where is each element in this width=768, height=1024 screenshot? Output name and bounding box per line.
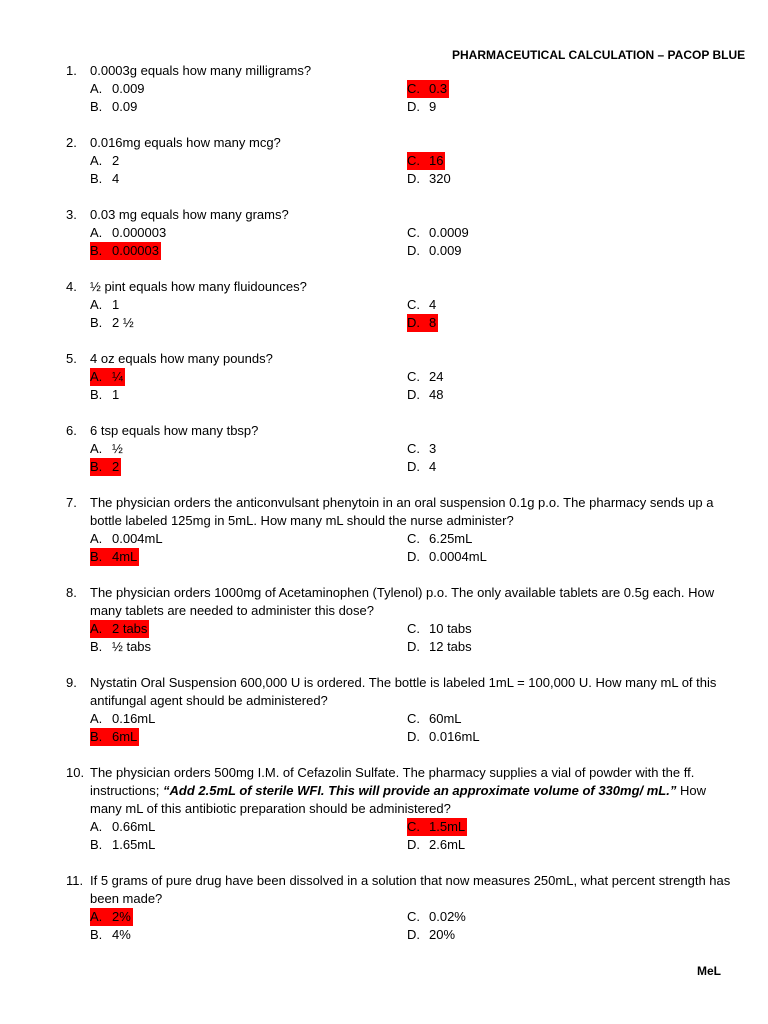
option-letter: D.	[407, 99, 420, 114]
option-letter: D.	[407, 729, 420, 744]
option-letter: D.	[407, 549, 420, 564]
option-letter: D.	[407, 243, 420, 258]
option-value: 0.0004mL	[429, 549, 487, 564]
option-b	[90, 386, 407, 404]
question-number: 10.	[66, 765, 85, 780]
question-text: If 5 grams of pure drug have been dissolved in a solution that now measures 250mL, what percent strength has been made?	[90, 873, 731, 906]
option-letter: C.	[407, 531, 420, 546]
question-text: 0.0003g equals how many milligrams?	[90, 63, 312, 78]
option-value: 10 tabs	[429, 621, 472, 636]
option-value: 2	[112, 153, 120, 168]
question-number: 5.	[66, 351, 77, 366]
option-d	[407, 386, 707, 404]
option-letter: B.	[90, 315, 103, 330]
document-header: PHARMACEUTICAL CALCULATION – PACOP BLUE	[452, 48, 746, 62]
option-value: 0.009	[429, 243, 462, 258]
question-number: 9.	[66, 675, 77, 690]
option-letter: C.	[407, 621, 420, 636]
option-a-highlighted-answer	[90, 368, 407, 386]
question-3	[66, 206, 736, 260]
option-value: 1.65mL	[112, 837, 156, 852]
option-letter: A.	[90, 297, 103, 312]
question-number: 8.	[66, 585, 77, 600]
option-letter: C.	[407, 80, 429, 98]
question-list	[66, 62, 736, 962]
option-b	[90, 314, 407, 332]
option-letter: C.	[407, 818, 429, 836]
option-a	[90, 296, 407, 314]
option-a	[90, 152, 407, 170]
option-value: ½	[112, 441, 123, 456]
option-value: 1	[112, 297, 120, 312]
option-c	[407, 224, 707, 242]
option-b-highlighted-answer	[90, 458, 407, 476]
option-c	[407, 296, 707, 314]
option-value: 8	[429, 315, 437, 330]
document-footer: MeL	[697, 964, 721, 978]
option-letter: B.	[90, 99, 103, 114]
option-b-highlighted-answer	[90, 548, 407, 566]
question-6	[66, 422, 736, 476]
option-letter: C.	[407, 441, 420, 456]
option-a	[90, 224, 407, 242]
question-5	[66, 350, 736, 404]
option-value: 0.3	[429, 81, 448, 96]
option-value: 0.000003	[112, 225, 167, 240]
option-c	[407, 440, 707, 458]
question-number: 7.	[66, 495, 77, 510]
option-letter: D.	[407, 314, 429, 332]
option-letter: B.	[90, 171, 103, 186]
option-value: 0.016mL	[429, 729, 480, 744]
question-text: 0.03 mg equals how many grams?	[90, 207, 289, 222]
option-a-highlighted-answer	[90, 908, 407, 926]
option-value: 2%	[112, 909, 131, 924]
option-value: 9	[429, 99, 437, 114]
question-number: 1.	[66, 63, 77, 78]
question-number: 3.	[66, 207, 77, 222]
option-a	[90, 440, 407, 458]
option-letter: D.	[407, 927, 420, 942]
option-letter: B.	[90, 242, 112, 260]
option-d	[407, 242, 707, 260]
option-c-highlighted-answer	[407, 80, 707, 98]
option-letter: A.	[90, 908, 112, 926]
option-letter: B.	[90, 837, 103, 852]
option-value: 60mL	[429, 711, 462, 726]
option-a	[90, 80, 407, 98]
question-8	[66, 584, 736, 656]
option-letter: B.	[90, 927, 103, 942]
option-a	[90, 710, 407, 728]
option-d	[407, 548, 707, 566]
option-value: 24	[429, 369, 444, 384]
option-value: 0.004mL	[112, 531, 163, 546]
option-value: 12 tabs	[429, 639, 472, 654]
option-value: ½ tabs	[112, 639, 152, 654]
question-9	[66, 674, 736, 746]
option-value: 48	[429, 387, 444, 402]
option-c	[407, 620, 707, 638]
option-c-highlighted-answer	[407, 152, 707, 170]
option-d-highlighted-answer	[407, 314, 707, 332]
option-d	[407, 638, 707, 656]
option-letter: D.	[407, 171, 420, 186]
option-letter: B.	[90, 458, 112, 476]
option-letter: C.	[407, 297, 420, 312]
option-letter: C.	[407, 369, 420, 384]
option-value: 0.66mL	[112, 819, 156, 834]
option-letter: A.	[90, 711, 103, 726]
question-text: The physician orders the anticonvulsant phenytoin in an oral suspension 0.1g p.o. The pharmacy sends up a bottle labeled 125mg in 5mL. How many mL should the nurse administer?	[90, 495, 714, 528]
question-text: 6 tsp equals how many tbsp?	[90, 423, 259, 438]
option-value: 320	[429, 171, 451, 186]
option-c-highlighted-answer	[407, 818, 707, 836]
option-value: 4mL	[112, 549, 138, 564]
option-letter: A.	[90, 441, 103, 456]
option-b	[90, 836, 407, 854]
option-value: 4	[429, 297, 437, 312]
option-value: 0.16mL	[112, 711, 156, 726]
option-value: 2	[112, 459, 120, 474]
option-d	[407, 98, 707, 116]
question-4	[66, 278, 736, 332]
question-instructions-emphasis: “Add 2.5mL of sterile WFI. This will provide an approximate volume of 330mg/ mL.”	[162, 783, 677, 798]
option-letter: A.	[90, 225, 103, 240]
option-letter: C.	[407, 225, 420, 240]
option-a	[90, 530, 407, 548]
option-value: 4	[112, 171, 120, 186]
question-text-part: How many mL of this antibiotic preparation should be administered?	[90, 783, 706, 816]
option-value: 0.02%	[429, 909, 466, 924]
option-value: 0.009	[112, 81, 145, 96]
option-value: 0.09	[112, 99, 138, 114]
option-value: 1.5mL	[429, 819, 466, 834]
option-d	[407, 836, 707, 854]
option-value: 2.6mL	[429, 837, 466, 852]
option-c	[407, 530, 707, 548]
question-number: 6.	[66, 423, 77, 438]
option-b	[90, 98, 407, 116]
option-letter: A.	[90, 368, 112, 386]
option-d	[407, 170, 707, 188]
question-text: 0.016mg equals how many mcg?	[90, 135, 281, 150]
question-text-part: The physician orders 500mg I.M. of Cefazolin Sulfate. The pharmacy supplies a vial of powder with the ff. instructions;	[90, 765, 695, 798]
option-value: 4	[429, 459, 437, 474]
option-letter: D.	[407, 837, 420, 852]
option-a-highlighted-answer	[90, 620, 407, 638]
option-value: 1	[112, 387, 120, 402]
option-value: 0.0009	[429, 225, 469, 240]
option-c	[407, 908, 707, 926]
question-2	[66, 134, 736, 188]
option-letter: C.	[407, 711, 420, 726]
option-d	[407, 926, 707, 944]
option-letter: C.	[407, 909, 420, 924]
option-value: 6mL	[112, 729, 138, 744]
option-value: 4%	[112, 927, 131, 942]
option-c	[407, 368, 707, 386]
option-a	[90, 818, 407, 836]
option-letter: B.	[90, 387, 103, 402]
question-number: 11.	[66, 873, 84, 888]
option-value: ¼	[112, 369, 123, 384]
question-text: ½ pint equals how many fluidounces?	[90, 279, 307, 294]
option-b-highlighted-answer	[90, 242, 407, 260]
option-d	[407, 458, 707, 476]
option-letter: B.	[90, 639, 103, 654]
option-letter: D.	[407, 459, 420, 474]
question-number: 2.	[66, 135, 77, 150]
option-letter: B.	[90, 548, 112, 566]
option-letter: C.	[407, 152, 429, 170]
option-letter: A.	[90, 153, 103, 168]
option-value: 2 ½	[112, 315, 134, 330]
option-letter: D.	[407, 387, 420, 402]
option-b	[90, 638, 407, 656]
option-b-highlighted-answer	[90, 728, 407, 746]
option-value: 20%	[429, 927, 456, 942]
question-text: 4 oz equals how many pounds?	[90, 351, 273, 366]
option-letter: A.	[90, 620, 112, 638]
question-number: 4.	[66, 279, 77, 294]
option-b	[90, 926, 407, 944]
option-letter: A.	[90, 81, 103, 96]
question-text: The physician orders 1000mg of Acetaminophen (Tylenol) p.o. The only available tablets are 0.5g each. How many tablets are needed to administer this dose?	[90, 585, 715, 618]
option-value: 3	[429, 441, 437, 456]
question-text: Nystatin Oral Suspension 600,000 U is ordered. The bottle is labeled 1mL = 100,000 U. How many mL of this antifungal agent should be administered?	[90, 675, 717, 708]
option-c	[407, 710, 707, 728]
option-value: 0.00003	[112, 243, 159, 258]
option-value: 6.25mL	[429, 531, 473, 546]
option-letter: D.	[407, 639, 420, 654]
question-11	[66, 872, 736, 944]
question-1	[66, 62, 736, 116]
option-value: 2 tabs	[112, 621, 148, 636]
option-letter: B.	[90, 728, 112, 746]
question-7	[66, 494, 736, 566]
option-b	[90, 170, 407, 188]
question-10	[66, 764, 736, 854]
option-letter: A.	[90, 819, 103, 834]
option-letter: A.	[90, 531, 103, 546]
question-text	[90, 764, 736, 818]
option-d	[407, 728, 707, 746]
option-value: 16	[429, 153, 444, 168]
